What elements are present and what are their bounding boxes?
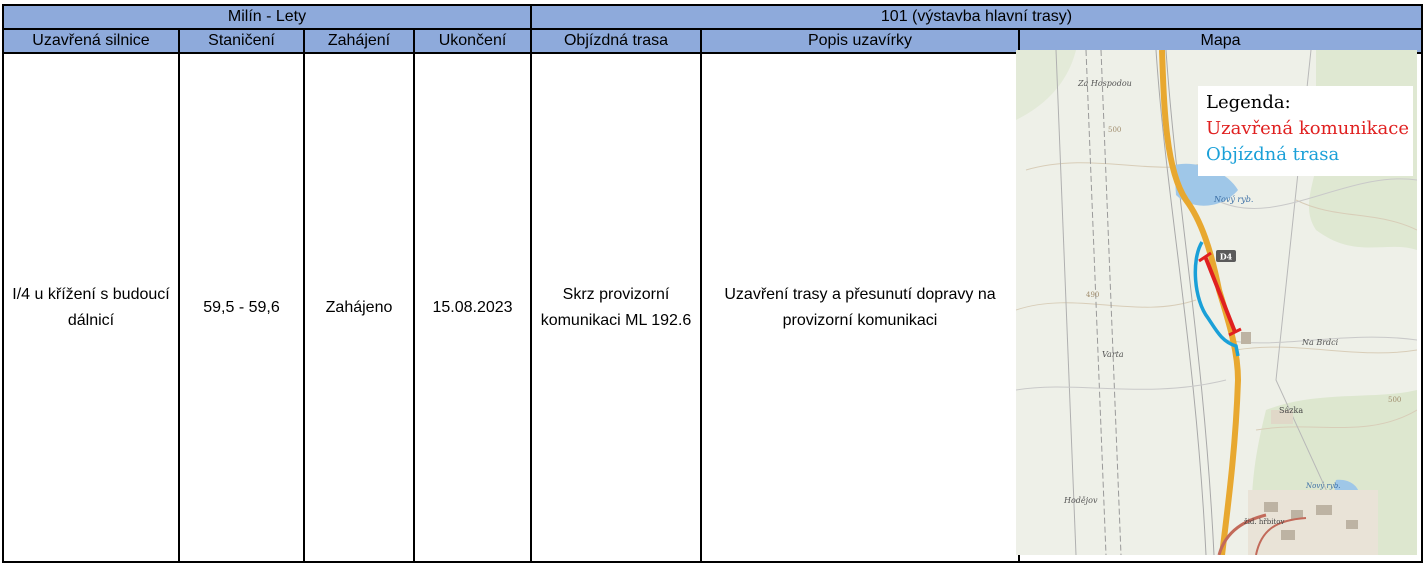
contour-label: 490 — [1086, 291, 1100, 299]
group-header-section-text: Milín - Lety — [227, 8, 307, 25]
legend-title: Legenda: — [1206, 92, 1291, 113]
map-image — [1016, 50, 1417, 555]
place-label: Nový ryb. — [1214, 195, 1254, 204]
legend-closed-road: Uzavřená komunikace — [1206, 118, 1409, 139]
place-label: žid. hřbitov — [1244, 518, 1285, 526]
cell-description — [702, 54, 1020, 561]
column-header-start — [305, 30, 415, 54]
cell-chainage — [180, 54, 305, 561]
cell-end — [415, 54, 532, 561]
cell-road-text: I/4 u křížení s budoucí dálnicí — [12, 285, 170, 329]
column-header-description — [702, 30, 1020, 54]
column-header-chainage — [180, 30, 305, 54]
contour-label: 500 — [1388, 396, 1402, 404]
column-header-chainage-text: Staničení — [208, 32, 275, 49]
group-header-section — [4, 6, 532, 30]
place-label: Nový ryb. — [1306, 482, 1341, 490]
group-header-project — [532, 6, 1421, 30]
road-shield-text: D4 — [1219, 251, 1233, 262]
column-header-start-text: Zahájení — [327, 32, 391, 49]
column-header-end-text: Ukončení — [438, 32, 507, 49]
column-header-road-text: Uzavřená silnice — [32, 32, 150, 49]
building — [1264, 502, 1278, 512]
map-canvas — [1016, 50, 1417, 555]
place-label: Hodějov — [1064, 496, 1098, 505]
cell-detour — [532, 54, 702, 561]
place-label: Na Brdci — [1302, 338, 1339, 347]
group-header-project-text: 101 (výstavba hlavní trasy) — [880, 8, 1073, 25]
building — [1346, 520, 1358, 529]
column-header-description-text: Popis uzavírky — [807, 32, 913, 49]
column-header-detour — [532, 30, 702, 54]
building — [1281, 530, 1295, 540]
cell-end-text: 15.08.2023 — [432, 298, 513, 316]
building — [1241, 332, 1251, 344]
cell-start-text: Zahájeno — [325, 298, 393, 316]
place-label: Sázka — [1279, 406, 1304, 415]
cell-start — [305, 54, 415, 561]
cell-description-text: Uzavření trasy a přesunutí dopravy na provizorní komunikaci — [724, 285, 996, 329]
column-header-detour-text: Objízdná trasa — [563, 32, 669, 49]
column-header-road — [4, 30, 180, 54]
cell-detour-text: Skrz provizorní komunikaci ML 192.6 — [540, 285, 692, 329]
contour-label: 500 — [1108, 126, 1122, 134]
cell-road — [4, 54, 180, 561]
building — [1316, 505, 1332, 515]
place-label: Za Hospodou — [1078, 79, 1132, 88]
cell-chainage-text: 59,5 - 59,6 — [203, 298, 280, 316]
legend-detour: Objízdná trasa — [1206, 144, 1340, 165]
place-label: Varta — [1102, 350, 1124, 359]
column-header-map-text: Mapa — [1200, 32, 1241, 49]
column-header-end — [415, 30, 532, 54]
